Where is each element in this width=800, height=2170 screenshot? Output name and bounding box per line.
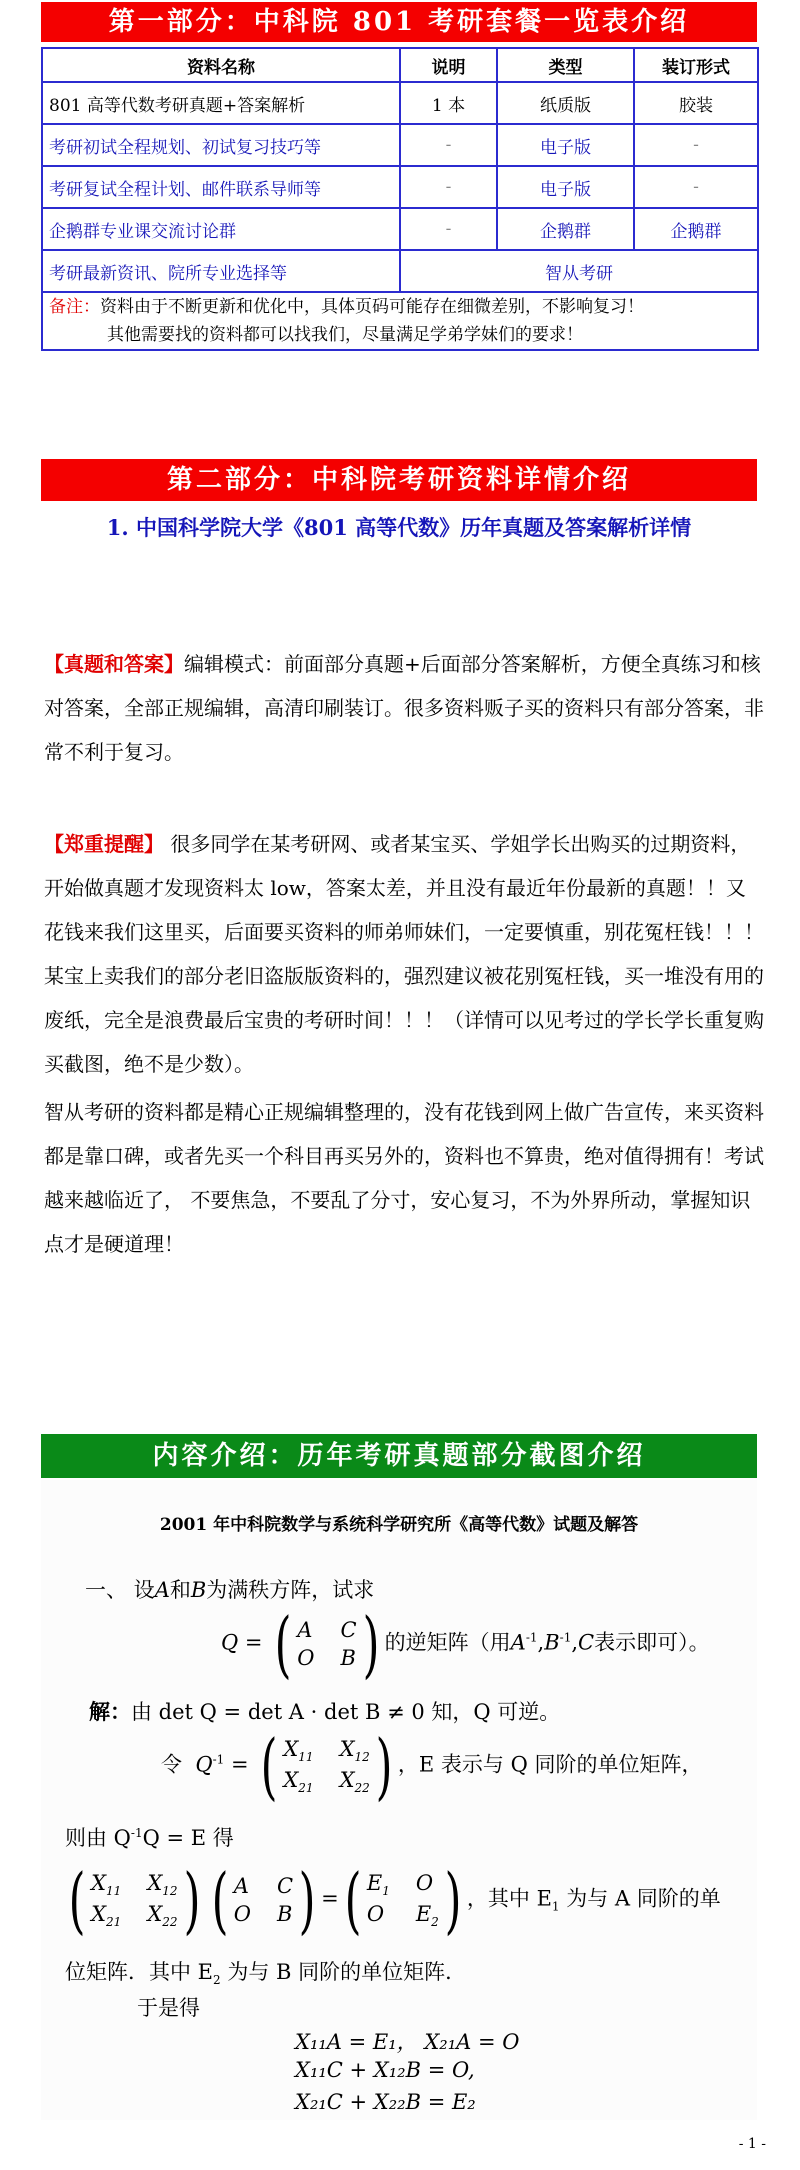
page-number: - 1 - xyxy=(738,2136,766,2152)
row-type: 企鹅群 xyxy=(497,208,634,250)
equation-1: X₁₁A = E₁， X₂₁A = O xyxy=(295,2030,520,2054)
col-header-name: 资料名称 xyxy=(42,48,400,82)
row-name: 考研初试全程规划、初试复习技巧等 xyxy=(42,124,400,166)
where-line-2: 位矩阵．其中 $E_2$ 为与 B 同阶的单位矩阵． xyxy=(65,1960,467,1988)
block-product: ( $X_{11}$ $X_{12}$ $X_{21}$ $X_{22}$ ) ( A C O B ) = ( $E_1$ O O $E_2$ ) ，其中 $E_1$ 为与 A 同阶的单 xyxy=(68,1858,721,1942)
symbol-a: A xyxy=(154,1578,170,1602)
inverse-text: 的逆矩阵（用 xyxy=(384,1630,511,1655)
matrix-inverse-def: 令 $Q^{-1}$ = ( $X_{11}$ $X_{12}$ $X_{21}$ $X_{22}$ ) ，E 表示与 Q 同阶的单位矩阵， xyxy=(161,1724,703,1808)
note-cell xyxy=(42,292,758,350)
row-binding: - xyxy=(634,166,758,208)
row-merged: 智从考研 xyxy=(400,250,758,292)
where-text-2b: 为与 B 同阶的单位矩阵． xyxy=(220,1960,467,1984)
col-header-binding: 装订形式 xyxy=(634,48,758,82)
part2-banner: 第二部分：中科院考研资料详情介绍 xyxy=(41,459,757,501)
hence-line: 于是得 xyxy=(137,1996,200,2020)
warning-text: 很多同学在某考研网、或者某宝买、学姐学长出购买的过期资料，开始做真题才发现资料太 low，答案太差，并且没有最近年份最新的真题！！又花钱来我们这里买，后面要买资料的师弟师妹们，一定要慎重，别花冤枉钱！！！ 某宝上卖我们的部分老旧盗版版资料的，强烈建议被花别冤枉钱，买一堆没有用的废纸，完全是浪费最后宝贵的考研时间！！！（详情可以见考过的学长学长重复购买截图，绝不是少数）。 xyxy=(44,832,764,1076)
solution-text: 由 det Q = det A · det B ≠ 0 知，Q 可逆。 xyxy=(131,1700,561,1724)
row-name: 801 高等代数考研真题+答案解析 xyxy=(42,82,400,124)
warning-label: 【郑重提醒】 xyxy=(44,832,164,856)
row-desc: - xyxy=(400,166,497,208)
symbol-b: B xyxy=(190,1578,207,1602)
note-line-1: 资料由于不断更新和优化中，具体页码可能存在细微差别，不影响复习！ xyxy=(100,297,644,317)
equation-2: X₁₁C + X₁₂B = O, xyxy=(295,2058,475,2082)
answers-label: 【真题和答案】 xyxy=(44,652,184,676)
table-header-row xyxy=(42,48,758,82)
row-desc: - xyxy=(400,208,497,250)
row-desc: - xyxy=(400,124,497,166)
row-binding: 胶装 xyxy=(634,82,758,124)
paragraph-answers xyxy=(44,642,764,774)
table-row xyxy=(42,208,758,250)
exam-screenshot xyxy=(41,1480,757,2120)
row-binding: - xyxy=(634,124,758,166)
part1-banner: 第一部分：中科院 801 考研套餐一览表介绍 xyxy=(41,2,757,42)
where-text-2: 位矩阵．其中 E xyxy=(65,1960,214,1984)
row-name: 考研复试全程计划、邮件联系导师等 xyxy=(42,166,400,208)
solution-label: 解： xyxy=(89,1699,131,1724)
note-row xyxy=(42,292,758,350)
col-header-desc: 说明 xyxy=(400,48,497,82)
question-line xyxy=(85,1574,374,1604)
exam-doc-title: 2001 年中科院数学与系统科学研究所《高等代数》试题及解答 xyxy=(159,1515,639,1535)
paragraph-warning xyxy=(44,822,764,1086)
question-prefix: 一、 设 xyxy=(85,1578,155,1602)
table-row xyxy=(42,166,758,208)
row-binding: 企鹅群 xyxy=(634,208,758,250)
solution-line xyxy=(89,1696,560,1726)
answers-text: 编辑模式：前面部分真题+后面部分答案解析，方便全真练习和核对答案，全部正规编辑，高清印刷装订。很多资料贩子买的资料只有部分答案，非常不利于复习。 xyxy=(44,652,764,764)
row-type: 纸质版 xyxy=(497,82,634,124)
equation-3: X₂₁C + X₂₂B = E₂ xyxy=(295,2090,476,2114)
table-row xyxy=(42,82,758,124)
table-row xyxy=(42,124,758,166)
then-text-2: Q = E 得 xyxy=(142,1826,234,1850)
let-text: 令 xyxy=(161,1752,182,1777)
row-type: 电子版 xyxy=(497,124,634,166)
then-text: 则由 Q xyxy=(65,1826,131,1850)
row-type: 电子版 xyxy=(497,166,634,208)
matrix-q: Q = ( A C O B ) 的逆矩阵（用$A^{-1},B^{-1},C$表示即可）。 xyxy=(221,1602,710,1686)
table-row xyxy=(42,250,758,292)
row-name: 考研最新资讯、院所专业选择等 xyxy=(42,250,400,292)
identity-text: ，E 表示与 Q 同阶的单位矩阵， xyxy=(397,1752,703,1777)
col-header-type: 类型 xyxy=(497,48,634,82)
note-line-2: 其他需要找的资料都可以找我们，尽量满足学弟学妹们的要求！ xyxy=(107,325,583,345)
then-line: 则由 $Q^{-1}Q = E$ 得 xyxy=(65,1826,234,1850)
where-text-1b: 为与 A 同阶的单 xyxy=(559,1886,721,1911)
question-rest: 为满秩方阵，试求 xyxy=(206,1578,375,1602)
note-label: 备注： xyxy=(49,297,100,317)
row-desc: 1 本 xyxy=(400,82,497,124)
question-and: 和 xyxy=(169,1578,191,1602)
inverse-tail: 表示即可）。 xyxy=(594,1630,710,1655)
part3-banner: 内容介绍：历年考研真题部分截图介绍 xyxy=(41,1434,757,1478)
paragraph-promo: 智从考研的资料都是精心正规编辑整理的，没有花钱到网上做广告宣传，来买资料都是靠口碑，或者先买一个科目再买另外的，资料也不算贵，绝对值得拥有！考试越来越临近了， 不要焦急，不要乱了分寸，安心复习，不为外界所动，掌握知识点才是硬道理！ xyxy=(44,1100,764,1256)
part2-subtitle: 1. 中国科学院大学《801 高等代数》历年真题及答案解析详情 xyxy=(106,515,692,540)
row-name: 企鹅群专业课交流讨论群 xyxy=(42,208,400,250)
where-text-1: ，其中 E xyxy=(466,1886,552,1911)
package-table xyxy=(41,47,759,351)
